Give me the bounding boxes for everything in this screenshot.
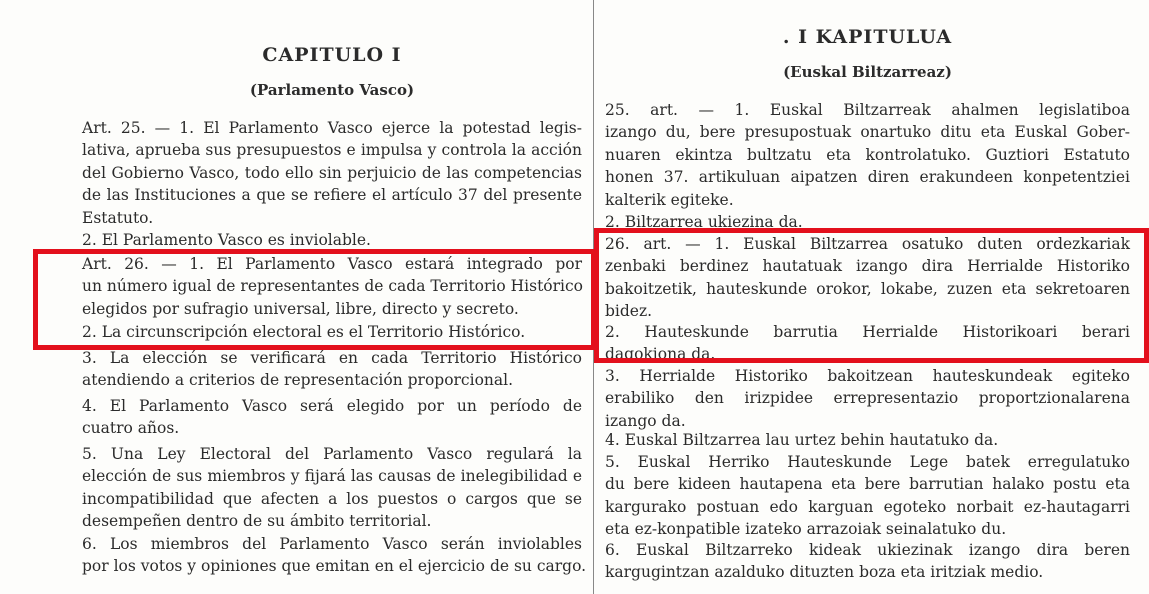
art-26-3 xyxy=(605,365,1130,432)
text-line: 2. La circunscripción electoral es el Territorio Histórico. xyxy=(82,323,526,341)
text-line: kargugintzan azalduko dituzten boza eta iritziak medio. xyxy=(605,563,1044,582)
text-line: 25. art. — 1. Euskal Biltzarreak ahalmen legislatiboa xyxy=(605,101,1130,119)
text-line: zenbaki berdinez hautatuak izango dira Herrialde Historiko xyxy=(605,257,1130,276)
chapter-subtitle: (Parlamento Vasco) xyxy=(249,81,415,99)
text-line: atendiendo a criterios de representación proporcional. xyxy=(82,371,514,390)
text-line: izango du, bere presupostuak onartuko ditu eta Euskal Gober- xyxy=(605,123,1130,142)
text-line: elegidos por sufragio universal, libre, directo y secreto. xyxy=(82,299,519,318)
text-line: 6. Los miembros del Parlamento Vasco serán inviolables xyxy=(82,535,582,553)
chapter-title: CAPITULO I xyxy=(262,44,402,66)
art-25 xyxy=(605,99,1130,211)
text-line: incompatibilidad que afecten a los puestos o cargos que se xyxy=(82,489,582,508)
text-line: 5. Euskal Herriko Hauteskunde Lege batek erregulatuko xyxy=(605,453,1130,471)
text-line: elección de sus miembros y fijará las causas de inelegibilidad e xyxy=(82,467,582,486)
text-line: eta ez-konpatible izateko arrazoiak seinalatuko du. xyxy=(605,520,1007,539)
kapitulua-title: . I KAPITULUA xyxy=(782,26,953,48)
text-line: 3. Herrialde Historiko bakoitzean hauteskundeak egiteko xyxy=(605,367,1130,385)
text-line: kalterik egiteke. xyxy=(605,190,734,209)
text-line: izango da. xyxy=(605,411,686,430)
kapitulua-subtitle: (Euskal Biltzarreaz) xyxy=(783,63,952,81)
text-line: desempeñen dentro de su ámbito territorial. xyxy=(82,512,432,531)
text-line: bidez. xyxy=(605,302,653,321)
text-line: 2. Hauteskunde barrutia Herrialde Historikoari berari xyxy=(605,323,1130,341)
text-line: un número igual de representantes de cada Territorio Histórico xyxy=(82,277,584,296)
article-25 xyxy=(82,117,582,229)
text-line: 4. El Parlamento Vasco será elegido por un período de xyxy=(82,397,582,415)
highlight-box-right xyxy=(594,228,1149,363)
text-line: 26. art. — 1. Euskal Biltzarrea osatuko duten ordezkariak xyxy=(605,235,1130,253)
text-line: 2. Biltzarrea ukiezina da. xyxy=(605,213,803,231)
text-line: 2. El Parlamento Vasco es inviolable. xyxy=(82,231,371,249)
text-line: 4. Euskal Biltzarrea lau urtez behin hautatuko da. xyxy=(605,431,999,449)
text-line: honen 37. artikuluan aipatzen diren erakundeen konpetentziei xyxy=(605,168,1130,187)
article-26-3 xyxy=(82,347,582,392)
text-line: nuaren ekintza bultzatu eta kontrolatuko. Guztiori Estatuto xyxy=(605,145,1130,164)
text-line: lativa, aprueba sus presupuestos e impulsa y controla la acción xyxy=(82,141,582,160)
highlight-box-left xyxy=(33,249,596,350)
text-line: 3. La elección se verificará en cada Territorio Histórico xyxy=(82,349,582,367)
text-line: 5. Una Ley Electoral del Parlamento Vasco regulará la xyxy=(82,445,582,463)
text-line: Estatuto. xyxy=(82,208,154,227)
text-line: Art. 25. — 1. El Parlamento Vasco ejerce la potestad legis- xyxy=(82,119,582,137)
text-line: erabiliko den irizpidee errepresentazio proportzionalarena xyxy=(605,389,1130,408)
text-line: cuatro años. xyxy=(82,419,180,438)
text-line: Art. 26. — 1. El Parlamento Vasco estará integrado por xyxy=(82,255,582,273)
art-26-4 xyxy=(605,429,1130,451)
text-line: del Gobierno Vasco, todo ello sin perjuicio de las competencias xyxy=(82,163,582,182)
text-line: du bere kideen hautapena eta bere barrutian halako postu eta xyxy=(605,475,1130,494)
article-26-4 xyxy=(82,395,582,440)
text-line: kargurako postuan edo karguan egoteko norbait ez-hautagarri xyxy=(605,497,1130,516)
text-line: de las Instituciones a que se refiere el artículo 37 del presente xyxy=(82,186,582,205)
art-26-5 xyxy=(605,451,1130,541)
article-26-6 xyxy=(82,533,587,578)
text-line: bakoitzetik, hauteskunde orokor, lokabe, zuzen eta sekretoaren xyxy=(605,279,1130,298)
text-line: por los votos y opiniones que emitan en el ejercicio de su cargo. xyxy=(82,557,587,576)
art-26-6 xyxy=(605,539,1130,584)
text-line: 6. Euskal Biltzarreko kideak ukiezinak izango dira beren xyxy=(605,541,1130,559)
article-26-5 xyxy=(82,443,582,533)
text-line: dagokiona da. xyxy=(605,345,716,364)
